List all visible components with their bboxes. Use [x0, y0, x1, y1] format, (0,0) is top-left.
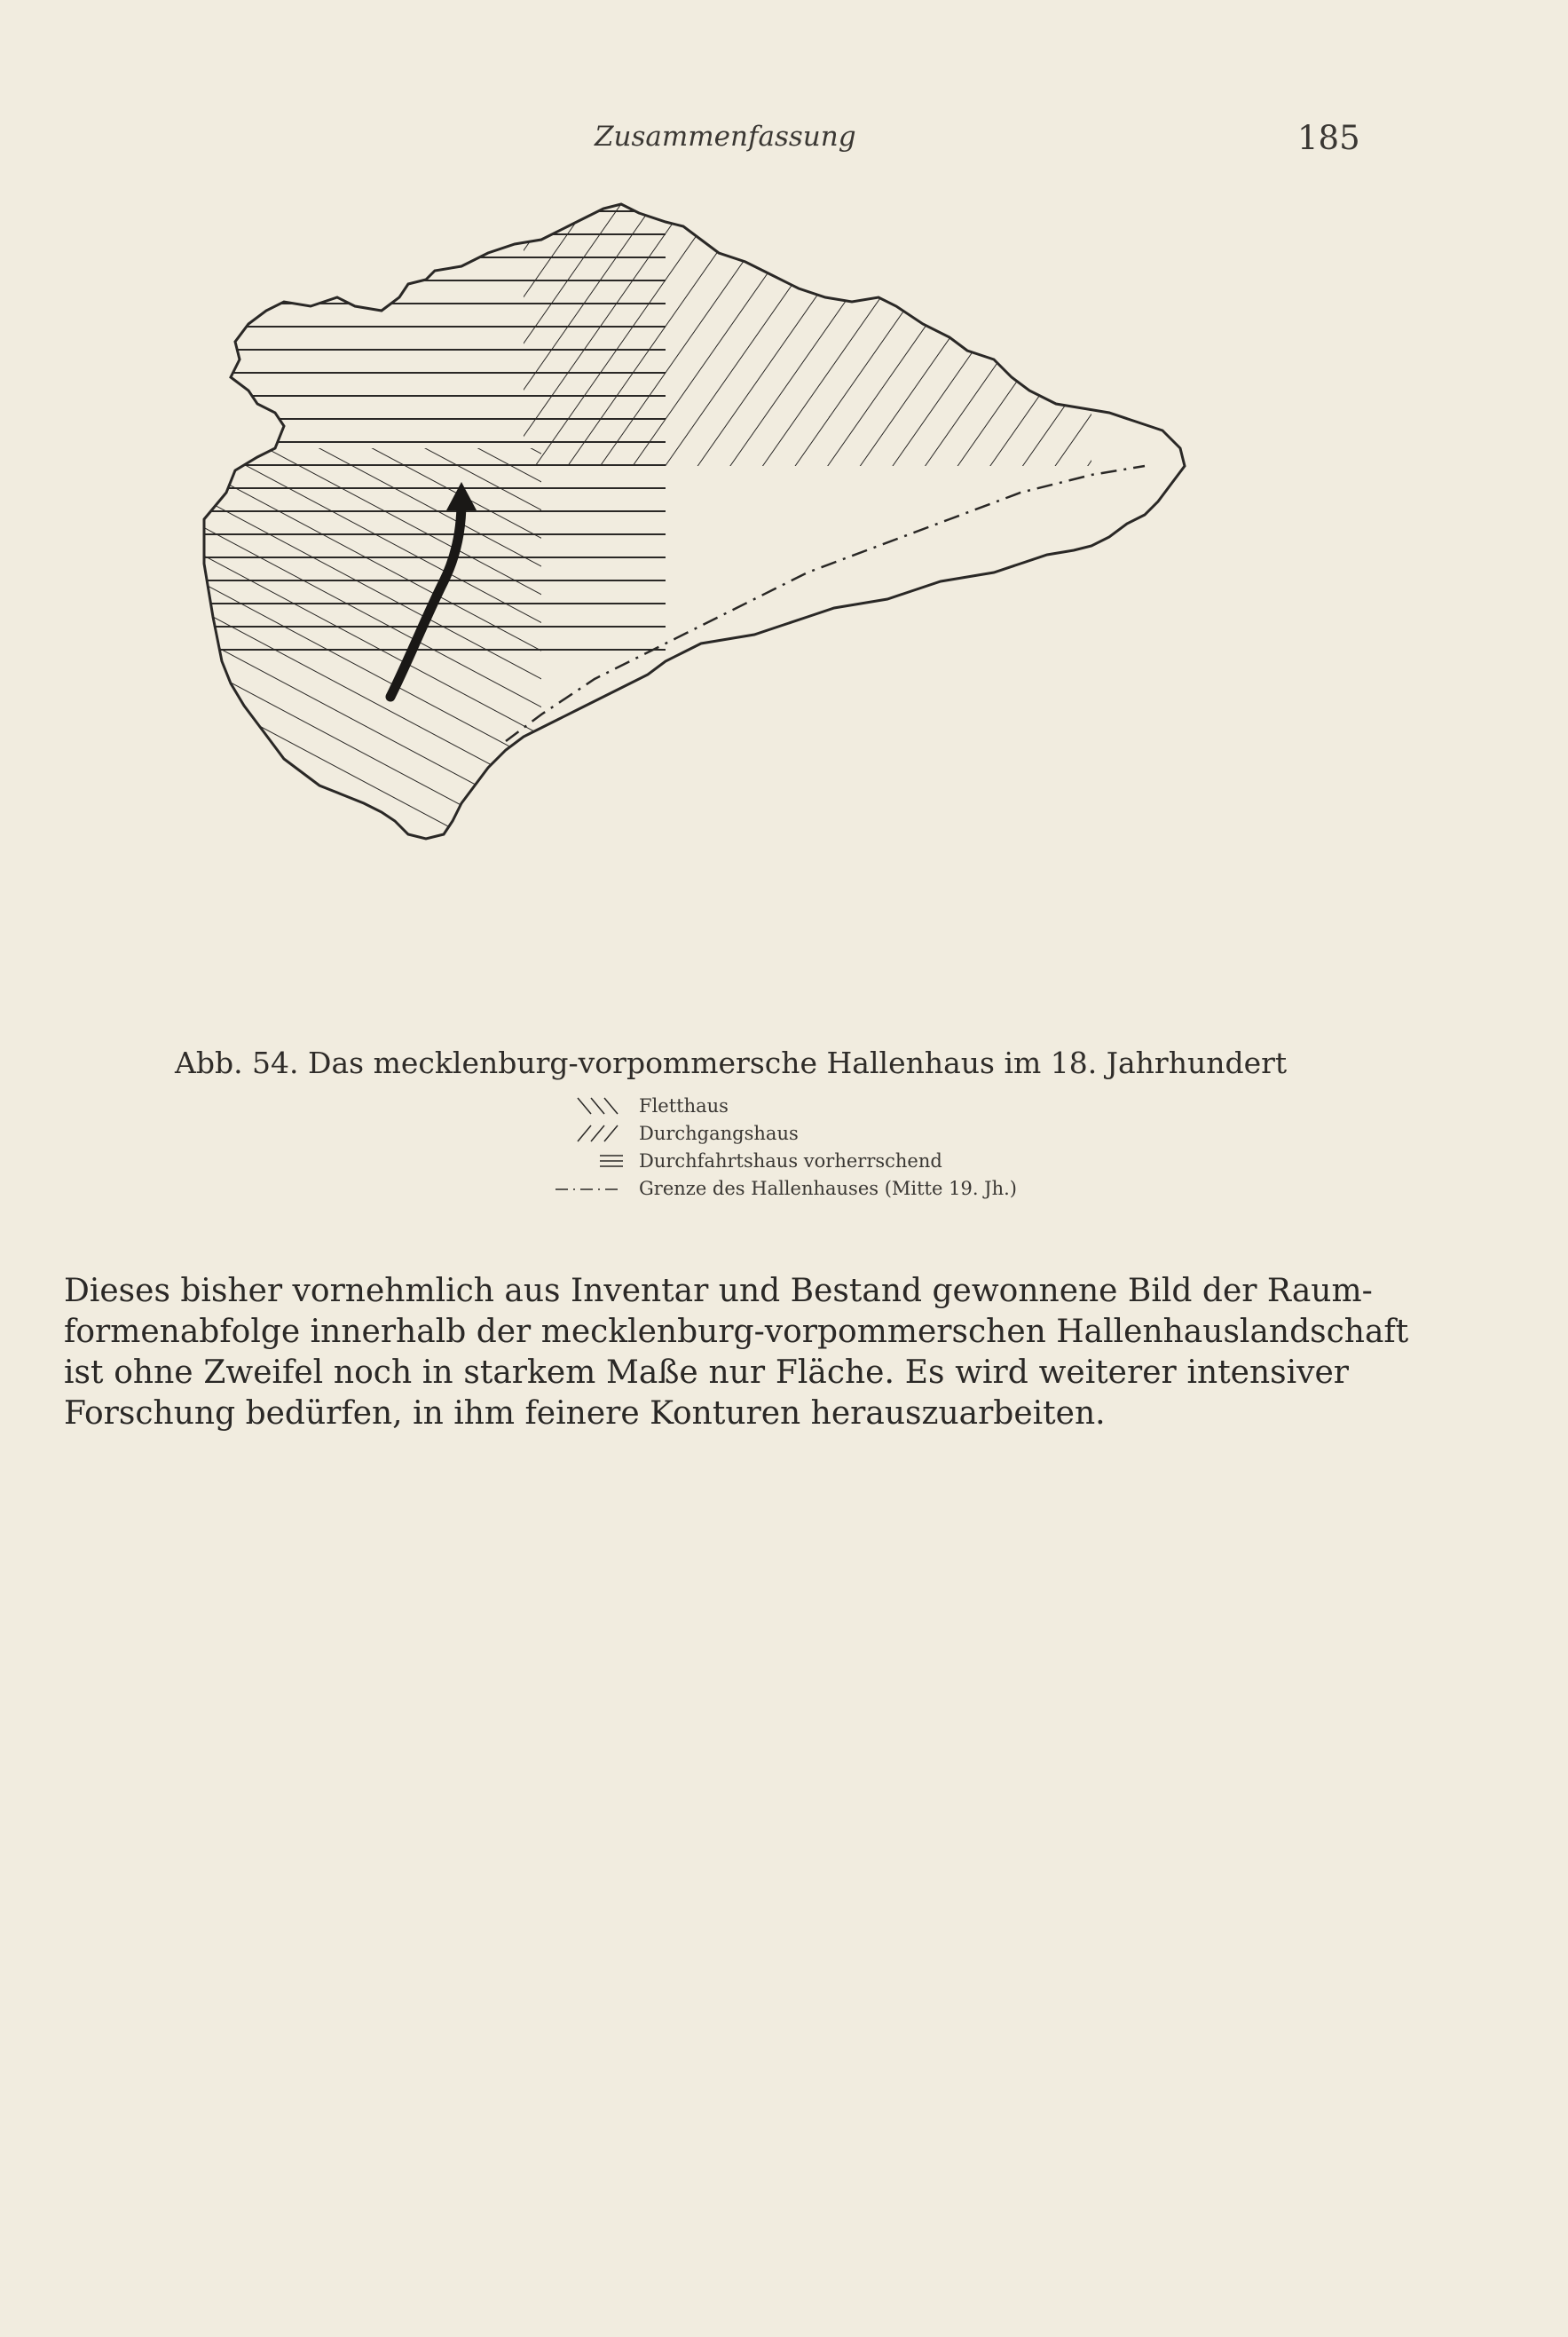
- legend-row-fletthaus: [541, 1093, 1162, 1117]
- legend-label: Grenze des Hallenhauses (Mitte 19. Jh.): [639, 1177, 1017, 1199]
- region-durchgangshaus: [524, 200, 1091, 466]
- backslash-hatch-icon: [541, 1095, 639, 1117]
- map-legend: [541, 1093, 1162, 1204]
- legend-label: Durchfahrtshaus vorherrschend: [639, 1149, 942, 1172]
- legend-label: Durchgangshaus: [639, 1122, 799, 1144]
- legend-row-grenze: [541, 1176, 1162, 1200]
- page-number: 185: [1297, 119, 1360, 157]
- legend-label: Fletthaus: [639, 1094, 729, 1117]
- body-line: ist ohne Zweifel noch in starkem Maße nur Fläche. Es wird weiterer intensiver: [64, 1354, 1349, 1391]
- map-regions: [169, 200, 1185, 1016]
- slash-hatch-icon: [541, 1123, 639, 1144]
- map-figure: [169, 200, 1269, 1016]
- running-head: Zusammenfassung: [595, 121, 856, 153]
- body-line: formenabfolge innerhalb der mecklenburg-vorpommerschen Hallenhauslandschaft: [64, 1314, 1409, 1350]
- body-line: Dieses bisher vornehmlich aus Inventar und Bestand gewonnene Bild der Raum-: [64, 1273, 1373, 1309]
- dash-dot-line-icon: [541, 1178, 639, 1199]
- body-line: Forschung bedürfen, in ihm feinere Konturen herauszuarbeiten.: [64, 1395, 1106, 1432]
- body-paragraph: [64, 1271, 1409, 1434]
- figure-caption: Abb. 54. Das mecklenburg-vorpommersche Hallenhaus im 18. Jahrhundert: [175, 1046, 1288, 1080]
- legend-row-durchfahrtshaus: [541, 1149, 1162, 1172]
- legend-row-durchgangshaus: [541, 1121, 1162, 1145]
- horizontal-hatch-icon: [541, 1150, 639, 1172]
- region-fletthaus: [169, 448, 541, 1016]
